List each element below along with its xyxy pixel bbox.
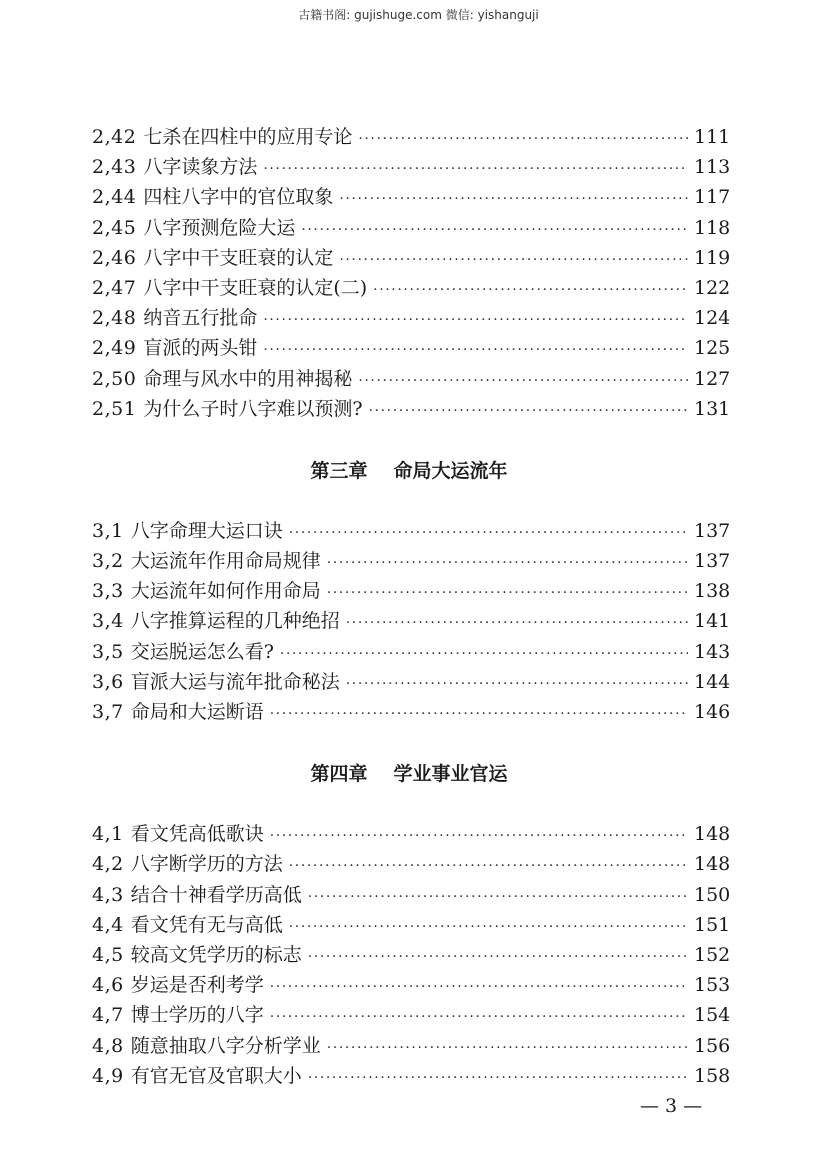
dot-leader <box>327 548 688 578</box>
chapter-3-title: 命局大运流年 <box>393 459 508 482</box>
toc-entry-title: 为什么子时八字难以预测? <box>143 397 363 420</box>
toc-entry-number: 2,44 <box>92 186 137 209</box>
toc-entry[interactable] <box>92 333 731 363</box>
toc-entry-number: 3,2 <box>92 550 124 573</box>
toc-entry-page: 118 <box>694 216 731 239</box>
toc-entry-number: 3,3 <box>92 580 124 603</box>
toc-entry-number: 2,51 <box>92 397 137 420</box>
dot-leader <box>270 972 688 1002</box>
toc-entry-title: 岁运是否利考学 <box>130 974 264 997</box>
toc-entry-title: 盲派的两头钳 <box>143 337 258 360</box>
toc-entry-page: 113 <box>694 156 731 179</box>
dot-leader <box>270 699 688 729</box>
toc-entry-page: 127 <box>694 367 731 390</box>
toc-entry-number: 4,6 <box>92 974 124 997</box>
toc-entry-page: 138 <box>694 580 731 603</box>
toc-entry-number: 3,1 <box>92 519 124 542</box>
watermark-header: 古籍书阁: gujishuge.com 微信: yishanguji <box>298 8 539 22</box>
dot-leader <box>280 639 688 669</box>
section-2-entries <box>92 122 731 424</box>
toc-entry-title: 七杀在四柱中的应用专论 <box>143 126 353 148</box>
toc-entry[interactable] <box>92 940 731 970</box>
dot-leader <box>346 608 688 638</box>
toc-entry-number: 3,4 <box>92 610 124 633</box>
dot-leader <box>327 1033 688 1063</box>
toc-entry-title: 八字读象方法 <box>143 156 258 179</box>
toc-entry-title: 交运脱运怎么看? <box>130 640 274 663</box>
toc-entry-title: 博士学历的八字 <box>130 1004 264 1027</box>
toc-entry[interactable] <box>92 243 731 273</box>
dot-leader <box>308 882 688 912</box>
toc-entry-page: 153 <box>694 974 731 997</box>
toc-entry[interactable] <box>92 516 731 546</box>
toc-entry-number: 4,9 <box>92 1064 124 1087</box>
toc-entry[interactable] <box>92 152 731 182</box>
toc-entry-title: 四柱八字中的官位取象 <box>143 186 334 209</box>
toc-entry[interactable] <box>92 1061 731 1091</box>
toc-entry-page: 117 <box>694 186 731 209</box>
page-number: — 3 — <box>640 1095 703 1117</box>
toc-entry[interactable] <box>92 910 731 940</box>
toc-entry-page: 141 <box>694 610 731 633</box>
toc-entry-title: 八字断学历的方法 <box>130 853 283 876</box>
toc-entry-number: 2,43 <box>92 156 137 179</box>
toc-entry-number: 2,50 <box>92 367 137 390</box>
toc-entry[interactable] <box>92 637 731 667</box>
toc-entry-page: 137 <box>694 519 731 542</box>
toc-entry[interactable] <box>92 880 731 910</box>
toc-entry[interactable] <box>92 576 731 606</box>
toc-entry-title: 大运流年如何作用命局 <box>130 580 321 603</box>
dot-leader <box>308 942 688 972</box>
toc-entry[interactable] <box>92 303 731 333</box>
toc-entry[interactable] <box>92 182 731 212</box>
chapter-4-number: 第四章 <box>310 763 368 786</box>
toc-entry[interactable] <box>92 122 731 152</box>
toc-entry-title: 盲派大运与流年批命秘法 <box>130 670 340 693</box>
toc-entry-page: 148 <box>694 853 731 876</box>
toc-entry-page: 122 <box>694 276 731 299</box>
toc-entry-title: 纳音五行批命 <box>143 307 258 330</box>
toc-entry-title: 随意抽取八字分析学业 <box>130 1034 321 1057</box>
toc-entry-page: 148 <box>694 823 731 846</box>
dot-leader <box>358 366 688 396</box>
toc-entry-page: 154 <box>694 1004 731 1027</box>
dot-leader <box>369 396 689 426</box>
chapter-4-heading <box>92 743 726 805</box>
dot-leader <box>358 124 688 154</box>
toc-entry-title: 八字中干支旺衰的认定(二) <box>143 276 368 299</box>
toc-entry-number: 2,49 <box>92 337 137 360</box>
dot-leader <box>308 1063 688 1093</box>
toc-entry-number: 3,7 <box>92 701 124 723</box>
dot-leader <box>301 215 688 245</box>
toc-entry-title: 看文凭有无与高低 <box>130 913 283 936</box>
toc-entry-title: 八字命理大运口诀 <box>130 519 283 542</box>
toc-entry-number: 4,5 <box>92 943 124 966</box>
chapter-4-entries <box>92 819 731 1091</box>
toc-entry[interactable] <box>92 394 731 424</box>
toc-entry-page: 156 <box>694 1034 731 1057</box>
toc-entry-title: 大运流年作用命局规律 <box>130 550 321 573</box>
toc-entry[interactable] <box>92 546 731 576</box>
toc-entry-number: 3,5 <box>92 640 124 663</box>
toc-entry-page: 119 <box>694 246 731 269</box>
toc-entry[interactable] <box>92 697 731 727</box>
toc-entry-number: 4,7 <box>92 1004 124 1027</box>
toc-entry-page: 151 <box>694 913 731 936</box>
toc-entry[interactable] <box>92 606 731 636</box>
dot-leader <box>339 245 688 275</box>
dot-leader <box>289 851 688 881</box>
toc-entry-number: 4,2 <box>92 853 124 876</box>
toc-entry[interactable] <box>92 849 731 879</box>
toc-entry-number: 3,6 <box>92 670 124 693</box>
dot-leader <box>339 184 688 214</box>
dot-leader <box>270 821 688 851</box>
dot-leader <box>263 335 688 365</box>
toc-entry[interactable] <box>92 213 731 243</box>
toc-entry-number: 4,3 <box>92 883 124 906</box>
toc-entry-title: 有官无官及官职大小 <box>130 1064 302 1087</box>
toc-entry-title: 八字推算运程的几种绝招 <box>130 610 340 633</box>
toc-entry-number: 2,47 <box>92 276 137 299</box>
dot-leader <box>270 1002 688 1032</box>
toc-entry-page: 143 <box>694 640 731 663</box>
toc-entry[interactable] <box>92 667 731 697</box>
toc-entry-title: 看文凭高低歌诀 <box>130 823 264 846</box>
toc-entry-title: 八字预测危险大运 <box>143 216 296 239</box>
toc-entry-title: 八字中干支旺衰的认定 <box>143 246 334 269</box>
dot-leader <box>289 518 688 548</box>
toc-entry[interactable] <box>92 970 731 1000</box>
dot-leader <box>289 912 688 942</box>
toc-entry-number: 4,4 <box>92 913 124 936</box>
toc-entry[interactable] <box>92 1000 731 1030</box>
toc-entry-title: 较高文凭学历的标志 <box>130 943 302 966</box>
table-of-contents <box>92 122 731 1091</box>
toc-entry[interactable] <box>92 364 731 394</box>
toc-entry-title: 命理与风水中的用神揭秘 <box>143 367 353 390</box>
toc-entry[interactable] <box>92 273 731 303</box>
toc-entry-number: 2,46 <box>92 246 137 269</box>
chapter-3-entries <box>92 516 731 727</box>
toc-entry-page: 144 <box>694 670 731 693</box>
toc-entry-title: 命局和大运断语 <box>130 701 264 723</box>
dot-leader <box>263 305 688 335</box>
toc-entry-number: 2,42 <box>92 126 137 148</box>
toc-entry[interactable] <box>92 1031 731 1061</box>
dot-leader <box>373 275 688 305</box>
toc-entry-number: 2,45 <box>92 216 137 239</box>
chapter-3-number: 第三章 <box>310 459 368 482</box>
toc-entry-page: 158 <box>694 1064 731 1087</box>
dot-leader <box>263 154 688 184</box>
toc-entry-page: 111 <box>694 126 731 148</box>
toc-entry-page: 137 <box>694 550 731 573</box>
dot-leader <box>327 578 688 608</box>
toc-entry-page: 146 <box>694 701 731 723</box>
toc-entry-page: 131 <box>694 397 731 420</box>
toc-entry-title: 结合十神看学历高低 <box>130 883 302 906</box>
toc-entry-page: 125 <box>694 337 731 360</box>
toc-entry-page: 150 <box>694 883 731 906</box>
toc-entry-number: 4,1 <box>92 823 124 846</box>
toc-entry[interactable] <box>92 819 731 849</box>
toc-entry-page: 152 <box>694 943 731 966</box>
toc-entry-number: 2,48 <box>92 307 137 330</box>
toc-entry-page: 124 <box>694 307 731 330</box>
toc-entry-number: 4,8 <box>92 1034 124 1057</box>
chapter-3-heading <box>92 440 726 502</box>
dot-leader <box>346 669 688 699</box>
chapter-4-title: 学业事业官运 <box>393 763 508 786</box>
